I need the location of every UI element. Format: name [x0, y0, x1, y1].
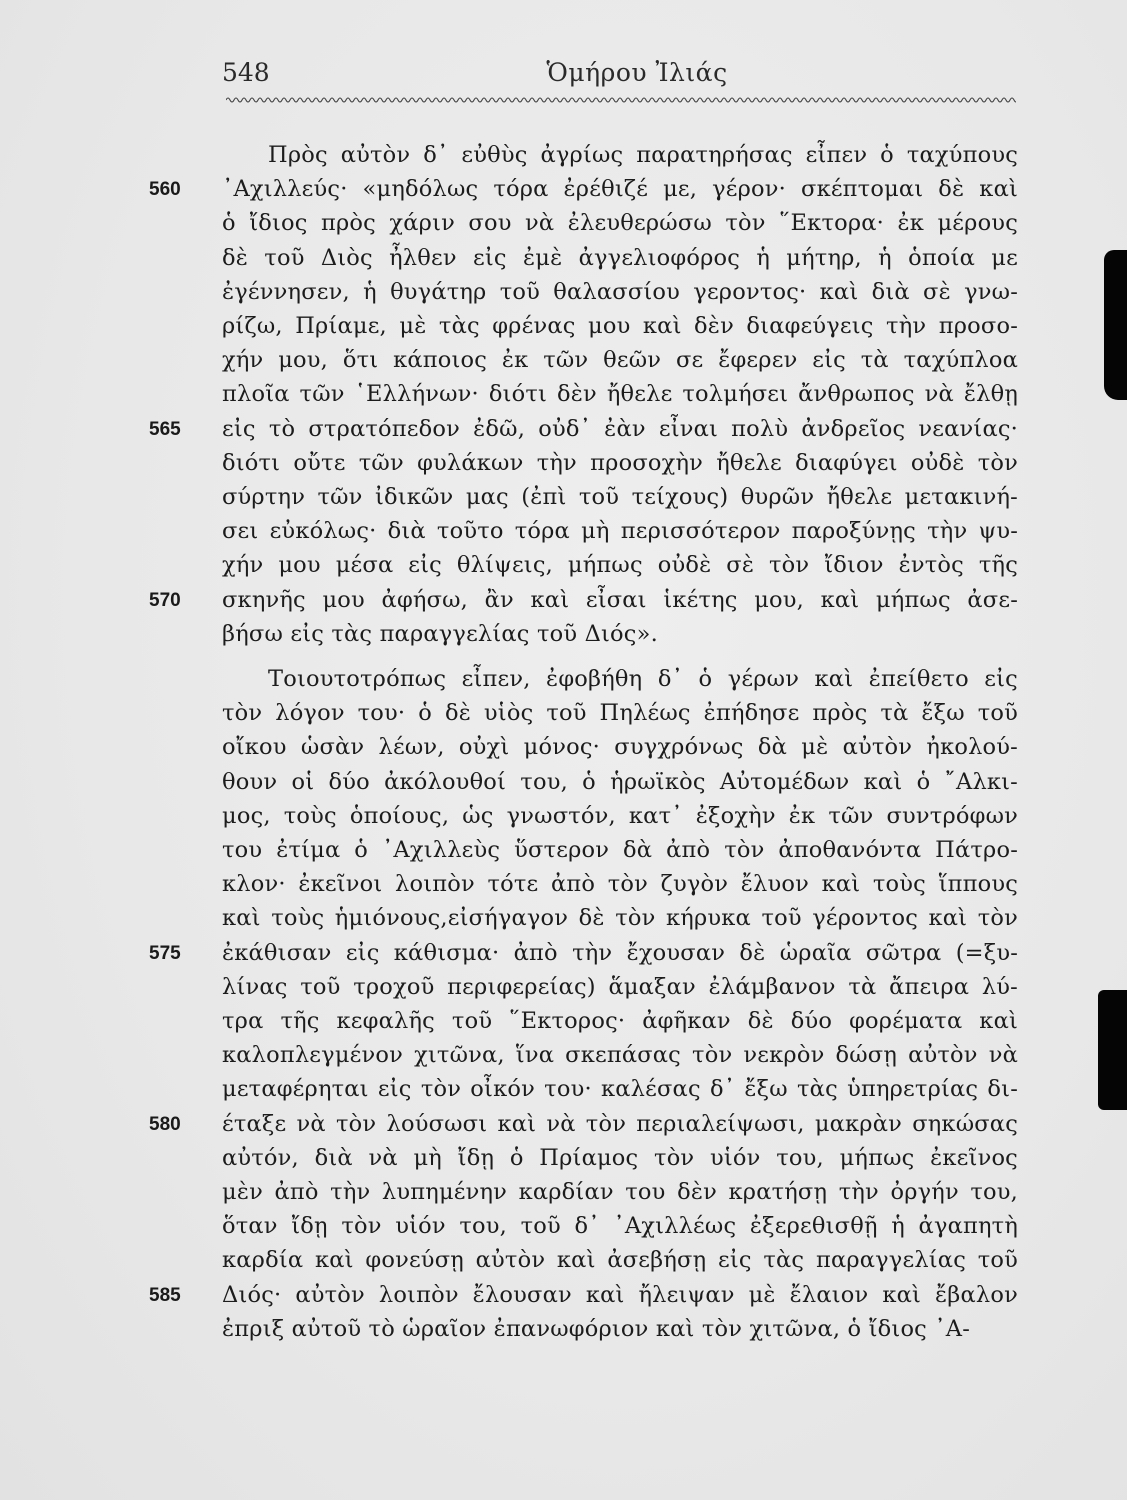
text-line: μεταφέρηται εἰς τὸν οἶκόν του· καλέσας δ᾽ ἔξω τὰς ὑπηρετρίας δι- — [222, 1076, 1018, 1103]
text-line: σκηνῆς μου ἀφήσω, ἂν καὶ εἶσαι ἱκέτης μου, καὶ μήπως ἀσε- — [222, 586, 1018, 613]
line-number: 580 — [149, 1113, 181, 1135]
line-number: 570 — [149, 589, 181, 611]
line-number: 575 — [149, 942, 181, 964]
text-line: ᾽Αχιλλεύς· «μηδόλως τόρα ἐρέθιζέ με, γέρον· σκέπτομαι δὲ καὶ — [222, 176, 1018, 203]
text-line: αὐτόν, διὰ νὰ μὴ ἴδῃ ὁ Πρίαμος τὸν υἱόν του, μήπως ἐκεῖνος — [222, 1144, 1018, 1171]
text-line: του ἐτίμα ὁ ᾽Αχιλλεὺς ὕστερον δὰ ἀπὸ τὸν ἀποθανόντα Πάτρο- — [222, 837, 1018, 863]
text-line: καὶ τοὺς ἡμιόνους,εἰσήγαγον δὲ τὸν κήρυκα τοῦ γέροντος καὶ τὸν — [222, 905, 1018, 932]
text-line: Τοιουτοτρόπως εἶπεν, ἐφοβήθη δ᾽ ὁ γέρων καὶ ἐπείθετο εἰς — [268, 666, 1018, 692]
text-line: κλον· ἐκεῖνοι λοιπὸν τότε ἀπὸ τὸν ζυγὸν ἔλυον καὶ τοὺς ἵππους — [222, 871, 1018, 898]
line-number: 560 — [149, 179, 181, 201]
text-line: χήν μου μέσα εἰς θλίψεις, μήπως οὐδὲ σὲ τὸν ἴδιον ἐντὸς τῆς — [222, 552, 1018, 579]
text-line: μος, τοὺς ὁποίους, ὡς γνωστόν, κατ᾽ ἐξοχὴν ἐκ τῶν συντρόφων — [222, 802, 1018, 829]
text-line: χήν μου, ὅτι κάποιος ἐκ τῶν θεῶν σε ἔφερεν εἰς τὰ ταχύπλοα — [222, 347, 1018, 374]
text-line: εἰς τὸ στρατόπεδον ἐδῶ, οὐδ᾽ ἐὰν εἶναι πολὺ ἀνδρεῖος νεανίας· — [222, 415, 1018, 442]
text-line: λίνας τοῦ τροχοῦ περιφερείας) ἅμαξαν ἐλάμβανον τὰ ἄπειρα λύ- — [222, 973, 1018, 1000]
text-line: ἐπριξ αὐτοῦ τὸ ὡραῖον ἐπανωφόριον καὶ τὸν χιτῶνα, ὁ ἴδιος ᾽Α- — [222, 1315, 971, 1342]
text-line: δὲ τοῦ Διὸς ἦλθεν εἰς ἐμὲ ἀγγελιοφόρος ἡ μήτηρ, ἡ ὁποία με — [222, 244, 1018, 271]
text-line: Διός· αὐτὸν λοιπὸν ἔλουσαν καὶ ἤλειψαν μὲ ἔλαιον καὶ ἔβαλον — [222, 1281, 1018, 1308]
text-line: διότι οὔτε τῶν φυλάκων τὴν προσοχὴν ἤθελε διαφύγει οὐδὲ τὸν — [222, 449, 1018, 476]
text-line: σύρτην τῶν ἰδικῶν μας (ἐπὶ τοῦ τείχους) θυρῶν ἤθελε μετακινή- — [222, 484, 1018, 510]
text-line: Πρὸς αὐτὸν δ᾽ εὐθὺς ἀγρίως παρατηρήσας εἶπεν ὁ ταχύπους — [268, 142, 1018, 168]
text-line: τὸν λόγον του· ὁ δὲ υἱὸς τοῦ Πηλέως ἐπήδησε πρὸς τὰ ἔξω τοῦ — [222, 700, 1018, 727]
text-line: καρδία καὶ φονεύσῃ αὐτὸν καὶ ἀσεβήσῃ εἰς τὰς παραγγελίας τοῦ — [222, 1247, 1018, 1274]
text-line: θουν οἱ δύο ἀκόλουθοί του, ὁ ἡρωϊκὸς Αὐτομέδων καὶ ὁ ῎Αλκι- — [222, 768, 1018, 795]
text-line: βήσω εἰς τὰς παραγγελίας τοῦ Διός». — [222, 620, 658, 647]
text-line: έταξε νὰ τὸν λούσωσι καὶ νὰ τὸν περιαλείψωσι, μακρὰν σηκώσας — [222, 1110, 1018, 1137]
running-title: Ὁμήρου Ἰλιάς — [546, 58, 728, 87]
text-line: ἐγέννησεν, ἡ θυγάτηρ τοῦ θαλασσίου γεροντος· καὶ διὰ σὲ γνω- — [222, 278, 1018, 305]
text-line: ὁ ἴδιος πρὸς χάριν σου νὰ ἐλευθερώσω τὸν ῞Εκτορα· ἐκ μέρους — [222, 210, 1018, 237]
page-header — [222, 58, 1018, 94]
header-wavy-rule — [226, 96, 1016, 104]
line-number: 565 — [149, 418, 181, 440]
binding-mark-top — [1104, 250, 1127, 400]
text-line: ὅταν ἴδῃ τὸν υἱόν του, τοῦ δ᾽ ᾽Αχιλλέως ἐξερεθισθῇ ἡ ἀγαπητὴ — [222, 1213, 1018, 1240]
line-number: 585 — [149, 1284, 181, 1306]
text-line: καλοπλεγμένον χιτῶνα, ἵνα σκεπάσας τὸν νεκρὸν δώσῃ αὐτὸν νὰ — [222, 1042, 1018, 1069]
page-number: 548 — [222, 58, 270, 87]
text-line: οἴκου ὡσὰν λέων, οὐχὶ μόνος· συγχρόνως δὰ μὲ αὐτὸν ἠκολού- — [222, 734, 1018, 761]
text-line: τρα τῆς κεφαλῆς τοῦ ῞Εκτορος· ἀφῆκαν δὲ δύο φορέματα καὶ — [222, 1008, 1018, 1034]
text-line: ρίζω, Πρίαμε, μὲ τὰς φρένας μου καὶ δὲν διαφεύγεις τὴν προσο- — [222, 313, 1018, 339]
text-line: μὲν ἀπὸ τὴν λυπημένην καρδίαν του δὲν κρατήσῃ τὴν ὀργήν του, — [222, 1179, 1018, 1205]
text-line: ἐκάθισαν εἰς κάθισμα· ἀπὸ τὴν ἔχουσαν δὲ ὡραῖα σῶτρα (=ξυ- — [222, 939, 1018, 966]
text-line: σει εὐκόλως· διὰ τοῦτο τόρα μὴ περισσότερον παροξύνῃς τὴν ψυ- — [222, 518, 1018, 545]
text-line: πλοῖα τῶν ῾Ελλήνων· διότι δὲν ἤθελε τολμήσει ἄνθρωπος νὰ ἔλθῃ — [222, 381, 1018, 408]
binding-mark-bottom — [1098, 990, 1127, 1110]
